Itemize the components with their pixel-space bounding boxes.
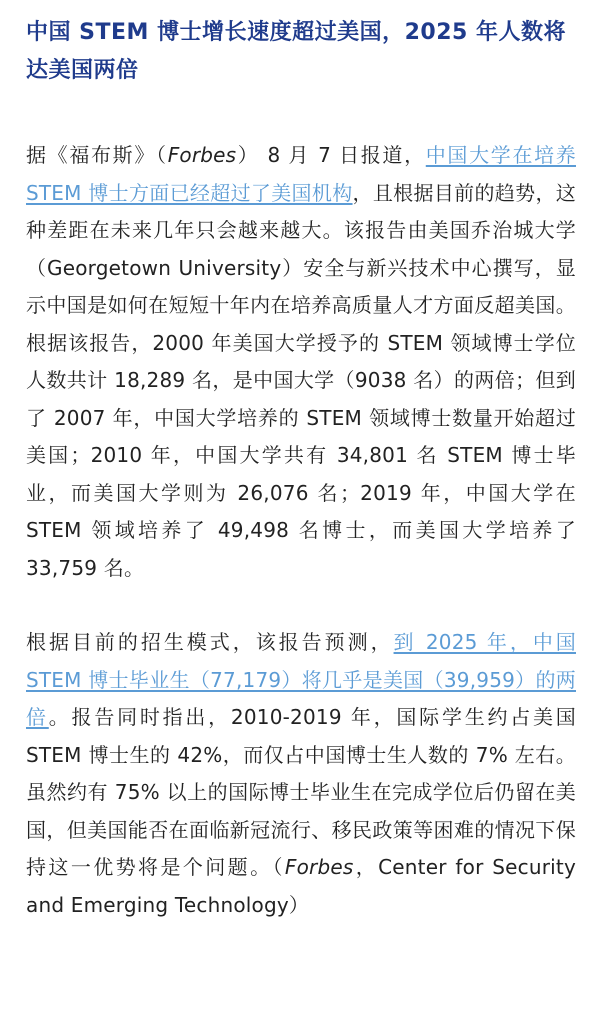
- paragraph-2-prefix: 根据目前的招生模式，该报告预测，: [26, 630, 394, 654]
- source-forbes-italic: Forbes: [167, 143, 237, 167]
- paragraph-1-after-source: ） 8 月 7 日报道，: [236, 143, 426, 167]
- article-paragraph-2: [26, 624, 576, 924]
- paragraph-1-body: ，且根据目前的趋势，这种差距在未来几年只会越来越大。该报告由美国乔治城大学（Georgetown University）安全与新兴技术中心撰写，显示中国是如何在短短十年内在培养高质量人才方面反超美国。根据该报告，2000 年美国大学授予的 STEM 领域博士学位人数共计 18,289 名，是中国大学（9038 名）的两倍；但到了 2007 年，中国大学培养的 STEM 领域博士数量开始超过美国；2010 年，中国大学共有 34,801 名 STEM 博士毕业，而美国大学则为 26,076 名；2019 年，中国大学在 STEM 领域培养了 49,498 名博士，而美国大学培养了 33,759 名。: [26, 180, 576, 580]
- paragraph-2-body: 。报告同时指出，2010-2019 年，国际学生约占美国 STEM 博士生的 42%，而仅占中国博士生人数的 7% 左右。虽然约有 75% 以上的国际博士毕业生在完成学位后仍留在美国，但美国能否在面临新冠流行、移民政策等困难的情况下保持这一优势将是个问题。（: [26, 705, 576, 879]
- forecast-link[interactable]: 到 2025 年，中国 STEM 博士毕业生（77,179）将几乎是美国（39,959）的两倍: [26, 630, 576, 729]
- article-title: 中国 STEM 博士增长速度超过美国，2025 年人数将达美国两倍: [26, 20, 566, 83]
- source-forbes-italic-2: Forbes: [284, 855, 354, 879]
- paragraph-1-prefix: 据《福布斯》（: [26, 143, 168, 167]
- report-link[interactable]: 中国大学在培养 STEM 博士方面已经超过了美国机构: [26, 143, 576, 205]
- article-paragraph-1: [26, 137, 576, 587]
- paragraph-2-source-rest: ，Center for Security and Emerging Technology）: [26, 855, 576, 917]
